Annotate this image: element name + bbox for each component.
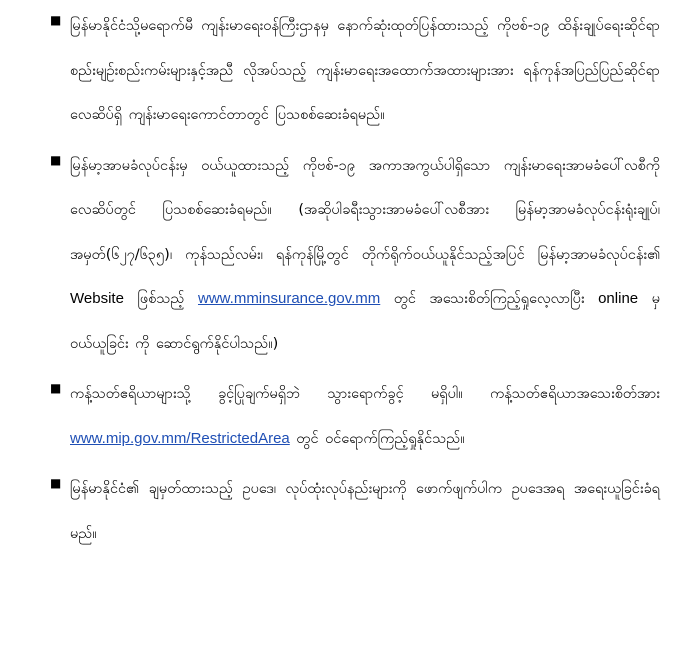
list-item-text	[70, 467, 660, 556]
square-bullet-icon: ■	[50, 152, 62, 167]
restricted-area-link[interactable]: www.mip.gov.mm/RestrictedArea	[70, 429, 290, 447]
restricted-text-part-2: တွင် ဝင်ရောက်ကြည့်ရှုနိုင်သည်။	[289, 430, 465, 447]
mminsurance-link[interactable]: www.mminsurance.gov.mm	[197, 290, 381, 307]
website-word: Website	[70, 290, 124, 307]
square-bullet-icon: ■	[50, 476, 62, 490]
square-bullet-icon: ■	[50, 13, 62, 27]
list-item-text	[70, 372, 660, 461]
online-word: online	[598, 290, 639, 307]
insurance-text-part-4: မှ ဝယ်ယူခြင်း ကို ဆောင်ရွက်နိုင်ပါသည်။)	[70, 291, 660, 352]
list-item-insurance	[50, 144, 660, 367]
law-compliance-text: မြန်မာနိုင်ငံ၏ ချမှတ်ထားသည့် ဥပဒေ၊ လုပ်ထုံးလုပ်နည်းများကို ဖောက်ဖျက်ပါက ဥပဒေအရ အရေးယူခြင်းခံရမည်။	[70, 481, 660, 542]
restricted-text-part-1: ကန့်သတ်ဧရိယာများသို့ ခွင့်ပြုချက်မရှိဘဲ သွားရောက်ခွင့် မရှိပါ။ ကန့်သတ်ဧရိယာအသေးစိတ်အား	[70, 386, 660, 402]
list-item-health-documents	[50, 4, 660, 138]
list-item-text	[70, 4, 660, 138]
list-item-law-compliance	[50, 467, 660, 556]
square-bullet-icon: ■	[50, 381, 62, 395]
insurance-text-part-3: တွင် အသေးစိတ်ကြည့်ရှုလေ့လာပြီး	[380, 291, 599, 307]
insurance-text-part-2: ဖြစ်သည့်	[123, 291, 198, 307]
insurance-text-part-1: မြန်မာ့အာမခံလုပ်ငန်းမှ ဝယ်ယူထားသည့် ကိုဗစ်-၁၉ အကာအကွယ်ပါရှိသော ကျန်းမာရေးအာမခံပေါ်လစီကို လေဆိပ်တွင် ပြသစစ်ဆေးခံရမည်။ (အဆိုပါခရီးသွားအာမခံပေါ်လစီအား မြန်မာ့အာမခံလုပ်ငန်းရုံးချုပ်၊ အမှတ်(၆၂၇/၆၃၅)၊ ကုန်သည်လမ်း၊ ရန်ကုန်မြို့တွင် တိုက်ရိုက်ဝယ်ယူနိုင်သည့်အပြင် မြန်မာ့အာမခံလုပ်ငန်း၏	[70, 157, 660, 263]
health-documents-text: မြန်မာနိုင်ငံသို့မရောက်မီ ကျန်းမာရေးဝန်ကြီးဌာနမှ နောက်ဆုံးထုတ်ပြန်ထားသည့် ကိုဗစ်-၁၉ ထိန်းချုပ်ရေးဆိုင်ရာ စည်းမျဉ်းစည်းကမ်းများနှင့်အညီ လိုအပ်သည့် ကျန်းမာရေးအထောက်အထားများအား ရန်ကုန်အပြည်ပြည်ဆိုင်ရာလေဆိပ်ရှိ ကျန်းမာရေးကောင်တာတွင် ပြသစစ်ဆေးခံရမည်။	[70, 18, 660, 123]
bullet-list	[50, 4, 660, 556]
list-item-restricted-areas	[50, 372, 660, 461]
list-item-text	[70, 144, 660, 367]
